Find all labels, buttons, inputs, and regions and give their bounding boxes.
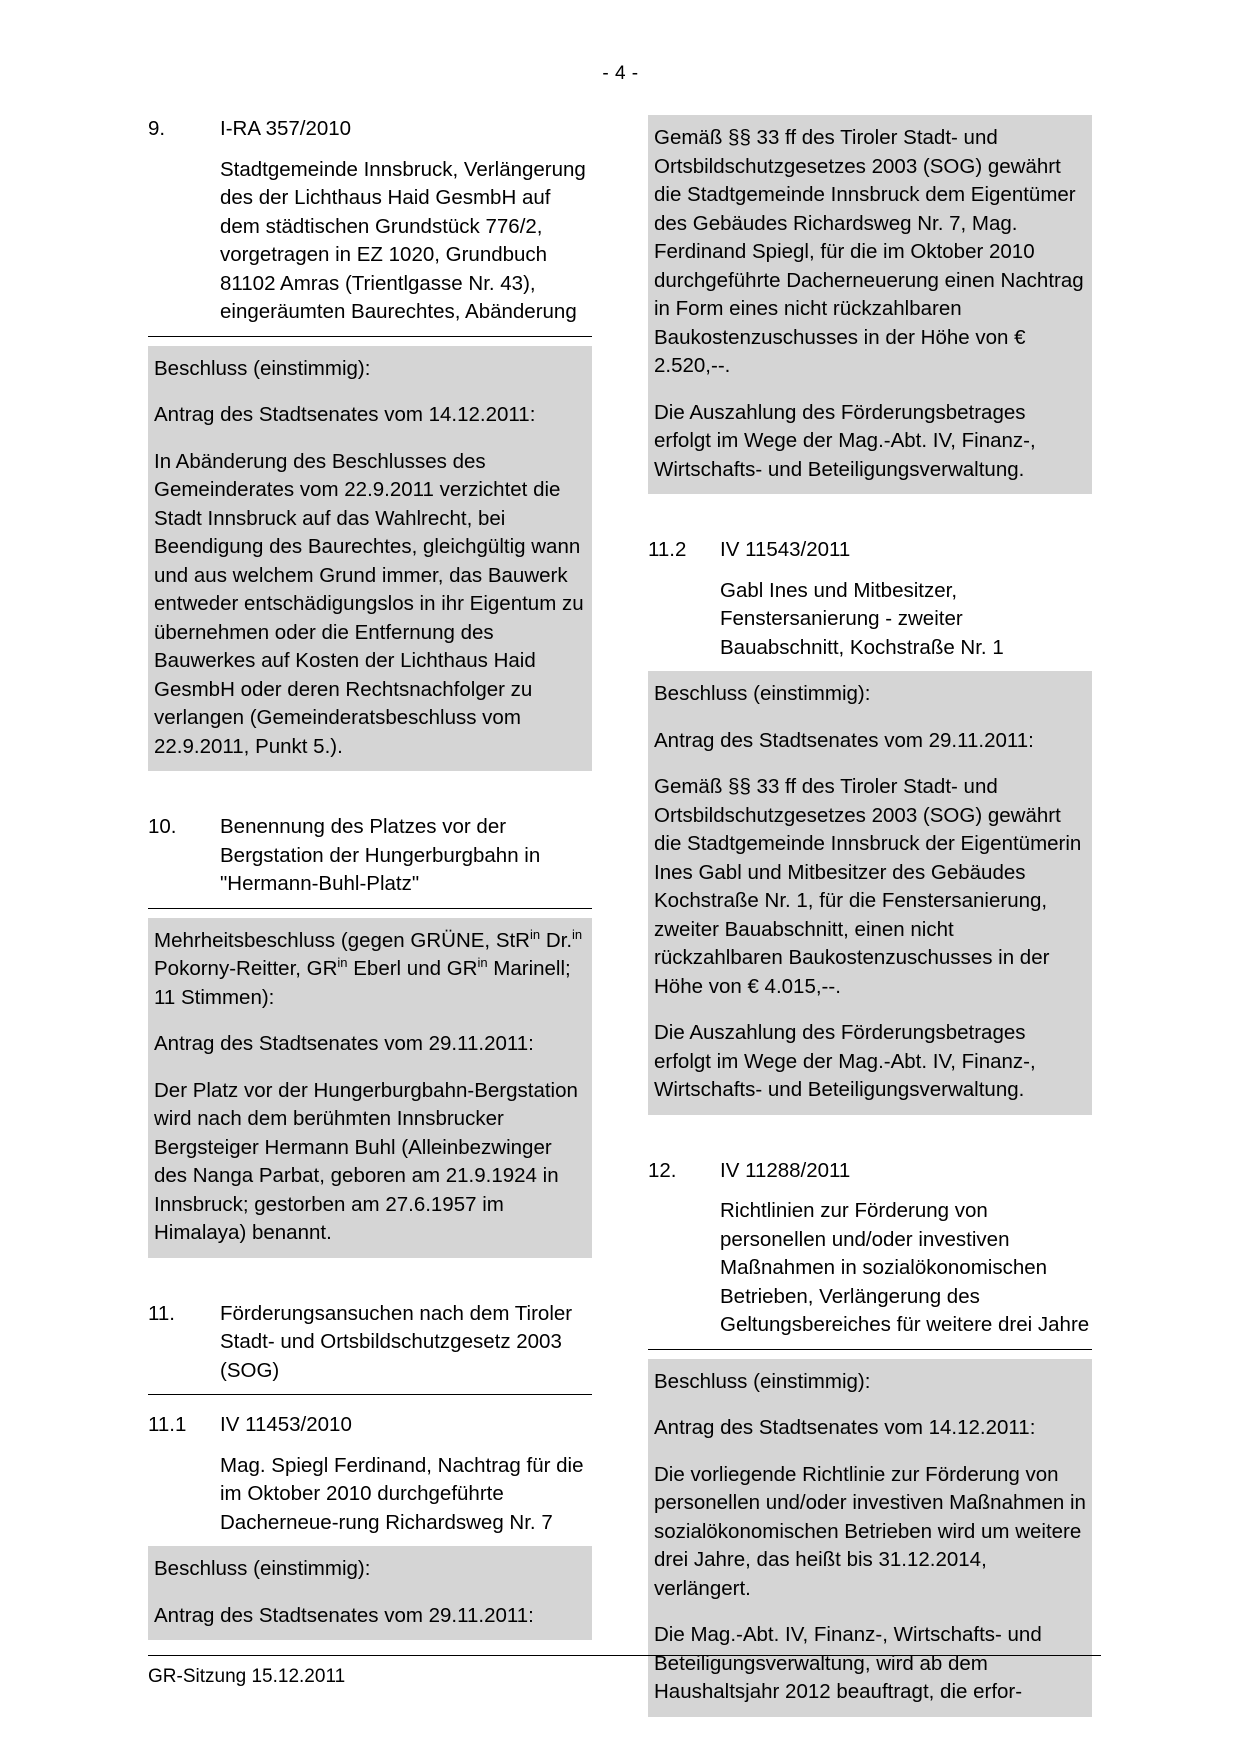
left-column — [148, 115, 592, 1717]
agenda-item-11-2-decision-label: Beschluss (einstimmig): — [654, 682, 871, 705]
agenda-item-10-number: 10. — [148, 815, 177, 838]
agenda-item-11-2-text-1: Gemäß §§ 33 ff des Tiroler Stadt- und Ortsbildschutzgesetzes 2003 (SOG) gewährt die Stadtgemeinde Innsbruck der Eigentümerin Ines Gabl und Mitbesitzer des Gebäudes Kochstraße Nr. 1, für die Fenstersanierung, zweiter Bauabschnitt, einen nicht rückzahlbaren Baukostenzuschusses in der Höhe von € 4.015,--. — [654, 775, 1082, 998]
divider-rule — [148, 336, 592, 337]
agenda-item-11-1-subtitle: Mag. Spiegl Ferdinand, Nachtrag für die im Oktober 2010 durchgeführte Dacherneue-rung Richardsweg Nr. 7 — [220, 1453, 584, 1534]
agenda-item-11-1-decision-block — [148, 1546, 592, 1640]
agenda-item-11-1 — [148, 1411, 592, 1640]
agenda-item-12 — [648, 1157, 1092, 1717]
agenda-item-12-text-2: Die Mag.-Abt. IV, Finanz-, Wirtschafts- und Beteiligungsverwaltung, wird ab dem Haushaltsjahr 2012 beauftragt, die erfor- — [654, 1623, 1042, 1703]
two-column-layout — [0, 85, 1241, 1717]
decision-label-part-e: Marinell; 11 Stimmen): — [154, 957, 571, 1009]
footer-text: GR-Sitzung 15.12.2011 — [148, 1666, 346, 1687]
agenda-item-11-1-heading — [148, 1411, 592, 1440]
agenda-item-11-2-text-2: Die Auszahlung des Förderungsbetrages erfolgt im Wege der Mag.-Abt. IV, Finanz-, Wirtschafts- und Beteiligungsverwaltung. — [654, 1021, 1036, 1101]
agenda-item-9 — [148, 115, 592, 771]
agenda-item-11-2-number: 11.2 — [648, 538, 687, 561]
page-footer — [148, 1655, 1101, 1688]
decision-label-part-d: Eberl und GR — [347, 957, 478, 980]
decision-label-sup-3: in — [337, 955, 348, 971]
agenda-item-11-2-title: IV 11543/2011 — [720, 538, 851, 561]
agenda-item-11-2-subtitle: Gabl Ines und Mitbesitzer, Fenstersanierung - zweiter Bauabschnitt, Kochstraße Nr. 1 — [720, 578, 1004, 659]
agenda-item-9-number: 9. — [148, 117, 166, 140]
agenda-item-12-text-1: Die vorliegende Richtlinie zur Förderung von personellen und/oder investiven Maßnahmen in sozialökonomischen Betrieben wird um weitere drei Jahre, das heißt bis 31.12.2014, verlängert. — [654, 1462, 1086, 1600]
divider-rule — [148, 908, 592, 909]
agenda-item-12-number: 12. — [648, 1158, 677, 1182]
spacer — [148, 1258, 592, 1300]
agenda-item-12-motion-label: Antrag des Stadtsenates vom 14.12.2011: — [654, 1416, 1036, 1439]
decision-label-sup-1: in — [530, 926, 541, 942]
agenda-item-11-1-continued — [648, 115, 1092, 494]
agenda-item-11-1-continued-text-2: Die Auszahlung des Förderungsbetrages erfolgt im Wege der Mag.-Abt. IV, Finanz-, Wirtschafts- und Beteiligungsverwaltung. — [654, 400, 1036, 481]
agenda-item-10-decision-label — [154, 927, 586, 1013]
agenda-item-11-2-decision-block — [648, 671, 1092, 1115]
agenda-item-10 — [148, 813, 592, 1258]
agenda-item-9-motion-label: Antrag des Stadtsenates vom 14.12.2011: — [154, 403, 536, 426]
agenda-item-10-title: Benennung des Platzes vor der Bergstation der Hungerburgbahn in "Hermann-Buhl-Platz" — [220, 815, 541, 895]
agenda-item-11-2-motion-label: Antrag des Stadtsenates vom 29.11.2011: — [654, 728, 1034, 752]
agenda-item-11-1-number: 11.1 — [148, 1413, 187, 1436]
decision-label-part-b: Dr. — [540, 928, 573, 952]
agenda-item-11-1-continued-block — [648, 115, 1092, 494]
agenda-item-9-text: In Abänderung des Beschlusses des Gemeinderates vom 22.9.2011 verzichtet die Stadt Innsbruck auf das Wahlrecht, bei Beendigung des Baurechtes, gleichgültig wann und aus welchem Grund immer, das Bauwerk entweder entschädigungslos in ihr Eigentum zu übernehmen oder die Entfernung des Bauwerkes auf Kosten der Lichthaus Haid GesmbH oder deren Rechtsnachfolger zu verlangen (Gemeinderatsbeschluss vom 22.9.2011, Punkt 5.). — [154, 449, 584, 758]
agenda-item-12-heading — [648, 1157, 1092, 1186]
agenda-item-11-number: 11. — [148, 1301, 175, 1325]
agenda-item-11-2 — [648, 536, 1092, 1115]
spacer — [148, 771, 592, 813]
agenda-item-9-title: I-RA 357/2010 — [220, 117, 352, 140]
spacer — [148, 1395, 592, 1411]
page-number: - 4 - — [602, 63, 639, 84]
agenda-item-10-heading — [148, 813, 592, 899]
decision-label-part-c: Pokorny-Reitter, GR — [154, 957, 338, 980]
decision-label-part-a: Mehrheitsbeschluss (gegen GRÜNE, StR — [154, 928, 530, 952]
right-column — [648, 115, 1092, 1717]
spacer — [648, 494, 1092, 536]
agenda-item-9-decision-label: Beschluss (einstimmig): — [154, 356, 371, 380]
decision-label-sup-2: in — [572, 926, 583, 942]
agenda-item-10-decision-block — [148, 918, 592, 1258]
agenda-item-11-2-heading — [648, 536, 1092, 565]
agenda-item-11-1-decision-label: Beschluss (einstimmig): — [154, 1557, 371, 1580]
agenda-item-12-decision-label: Beschluss (einstimmig): — [654, 1369, 871, 1393]
agenda-item-9-subtitle: Stadtgemeinde Innsbruck, Verlängerung des der Lichthaus Haid GesmbH auf dem städtischen Grundstück 776/2, vorgetragen in EZ 1020, Grundbuch 81102 Amras (Trientlgasse Nr. 43), eingeräumten Baurechtes, Abänderung — [220, 157, 586, 323]
agenda-item-12-title: IV 11288/2011 — [720, 1158, 851, 1182]
agenda-item-11-1-motion-label: Antrag des Stadtsenates vom 29.11.2011: — [154, 1603, 534, 1627]
spacer — [648, 1115, 1092, 1157]
agenda-item-10-motion-label: Antrag des Stadtsenates vom 29.11.2011: — [154, 1032, 534, 1055]
decision-label-sup-4: in — [477, 955, 488, 971]
agenda-item-11-1-continued-text-1: Gemäß §§ 33 ff des Tiroler Stadt- und Ortsbildschutzgesetzes 2003 (SOG) gewährt die Stadtgemeinde Innsbruck dem Eigentümer des Gebäudes Richardsweg Nr. 7, Mag. Ferdinand Spiegl, für die im Oktober 2010 durchgeführte Dacherneuerung einen Nachtrag in Form eines nicht rückzahlbaren Baukostenzuschusses in der Höhe von € 2.520,--. — [654, 126, 1084, 377]
agenda-item-10-text: Der Platz vor der Hungerburgbahn-Bergstation wird nach dem berühmten Innsbrucker Bergsteiger Hermann Buhl (Alleinbezwinger des Nanga Parbat, geboren am 21.9.1924 in Innsbruck; gestorben am 27.6.1957 im Himalaya) benannt. — [154, 1078, 578, 1244]
agenda-item-11-1-title: IV 11453/2010 — [220, 1413, 352, 1436]
agenda-item-9-heading — [148, 115, 592, 144]
agenda-item-11-heading — [148, 1300, 592, 1386]
agenda-item-12-subtitle: Richtlinien zur Förderung von personellen und/oder investiven Maßnahmen in sozialökonomischen Betrieben, Verlängerung des Geltungsbereiches für weitere drei Jahre — [720, 1199, 1090, 1336]
agenda-item-11-title: Förderungsansuchen nach dem Tiroler Stadt- und Ortsbildschutzgesetz 2003 (SOG) — [220, 1301, 573, 1382]
agenda-item-11 — [148, 1300, 592, 1396]
agenda-item-9-decision-block — [148, 346, 592, 772]
divider-rule — [648, 1349, 1092, 1350]
